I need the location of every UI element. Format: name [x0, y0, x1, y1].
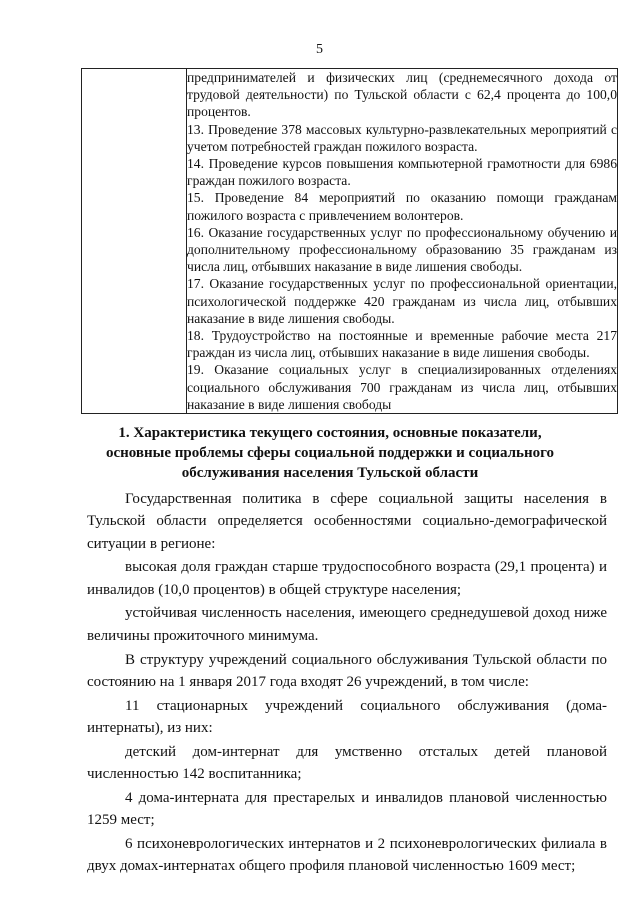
table-list-cell	[187, 69, 618, 414]
body-text	[87, 488, 607, 879]
list-item: 15. Проведение 84 мероприятий по оказанию помощи гражданам пожилого возраста с привлечением волонтеров.	[187, 190, 617, 223]
page-number: 5	[316, 42, 323, 57]
list-item: 18. Трудоустройство на постоянные и временные рабочие места 217 граждан из числа лиц, отбывших наказание в виде лишения свободы.	[187, 328, 617, 361]
paragraph: высокая доля граждан старше трудоспособного возраста (29,1 процента) и инвалидов (10,0 процентов) в общей структуре населения;	[87, 559, 607, 598]
paragraph: Государственная политика в сфере социальной защиты населения в Тульской области определяется особенностями социально-демографической ситуации в регионе:	[87, 491, 607, 552]
paragraph: устойчивая численность населения, имеющего среднедушевой доход ниже величины прожиточного минимума.	[87, 605, 607, 644]
list-item: 16. Оказание государственных услуг по профессиональному обучению и дополнительному профессиональному образованию 35 гражданам из числа лиц, отбывших наказание в виде лишения свободы.	[187, 224, 617, 275]
table-empty-cell	[82, 69, 187, 414]
paragraph: детский дом-интернат для умственно отсталых детей плановой численностью 142 воспитанника;	[87, 743, 607, 783]
list-item: 13. Проведение 378 массовых культурно-развлекательных мероприятий с учетом потребностей граждан пожилого возраста.	[187, 121, 617, 154]
paragraph: 6 психоневрологических интернатов и 2 психоневрологических филиала в двух домах-интернатах общего профиля плановой численностью 1609 мест;	[87, 835, 607, 875]
measures-table	[81, 68, 618, 414]
paragraph: В структуру учреждений социального обслуживания Тульской области по состоянию на 1 января 2017 года входят 26 учреждений, в том числе:	[87, 651, 607, 690]
table-row	[82, 69, 618, 414]
paragraph: 11 стационарных учреждений социального обслуживания (дома-интернаты), из них:	[87, 697, 607, 736]
list-item: 14. Проведение курсов повышения компьютерной грамотности для 6986 граждан пожилого возраста.	[187, 156, 617, 189]
section-heading: 1. Характеристика текущего состояния, основные показатели, основные проблемы сферы социальной поддержки и социального обслуживания населения Тульской области	[105, 425, 555, 481]
list-item: предпринимателей и физических лиц (среднемесячного дохода от трудовой деятельности) по Тульской области с 62,4 процента до 100,0 процентов.	[187, 70, 617, 120]
paragraph: 4 дома-интерната для престарелых и инвалидов плановой численностью 1259 мест;	[87, 789, 607, 829]
list-item: 17. Оказание государственных услуг по профессиональной ориентации, психологической поддержке 420 гражданам из числа лиц, отбывших наказание в виде лишения свободы.	[187, 276, 617, 326]
list-item: 19. Оказание социальных услуг в специализированных отделениях социального обслуживания 700 гражданам из числа лиц, отбывших наказание в виде лишения свободы	[187, 362, 617, 412]
